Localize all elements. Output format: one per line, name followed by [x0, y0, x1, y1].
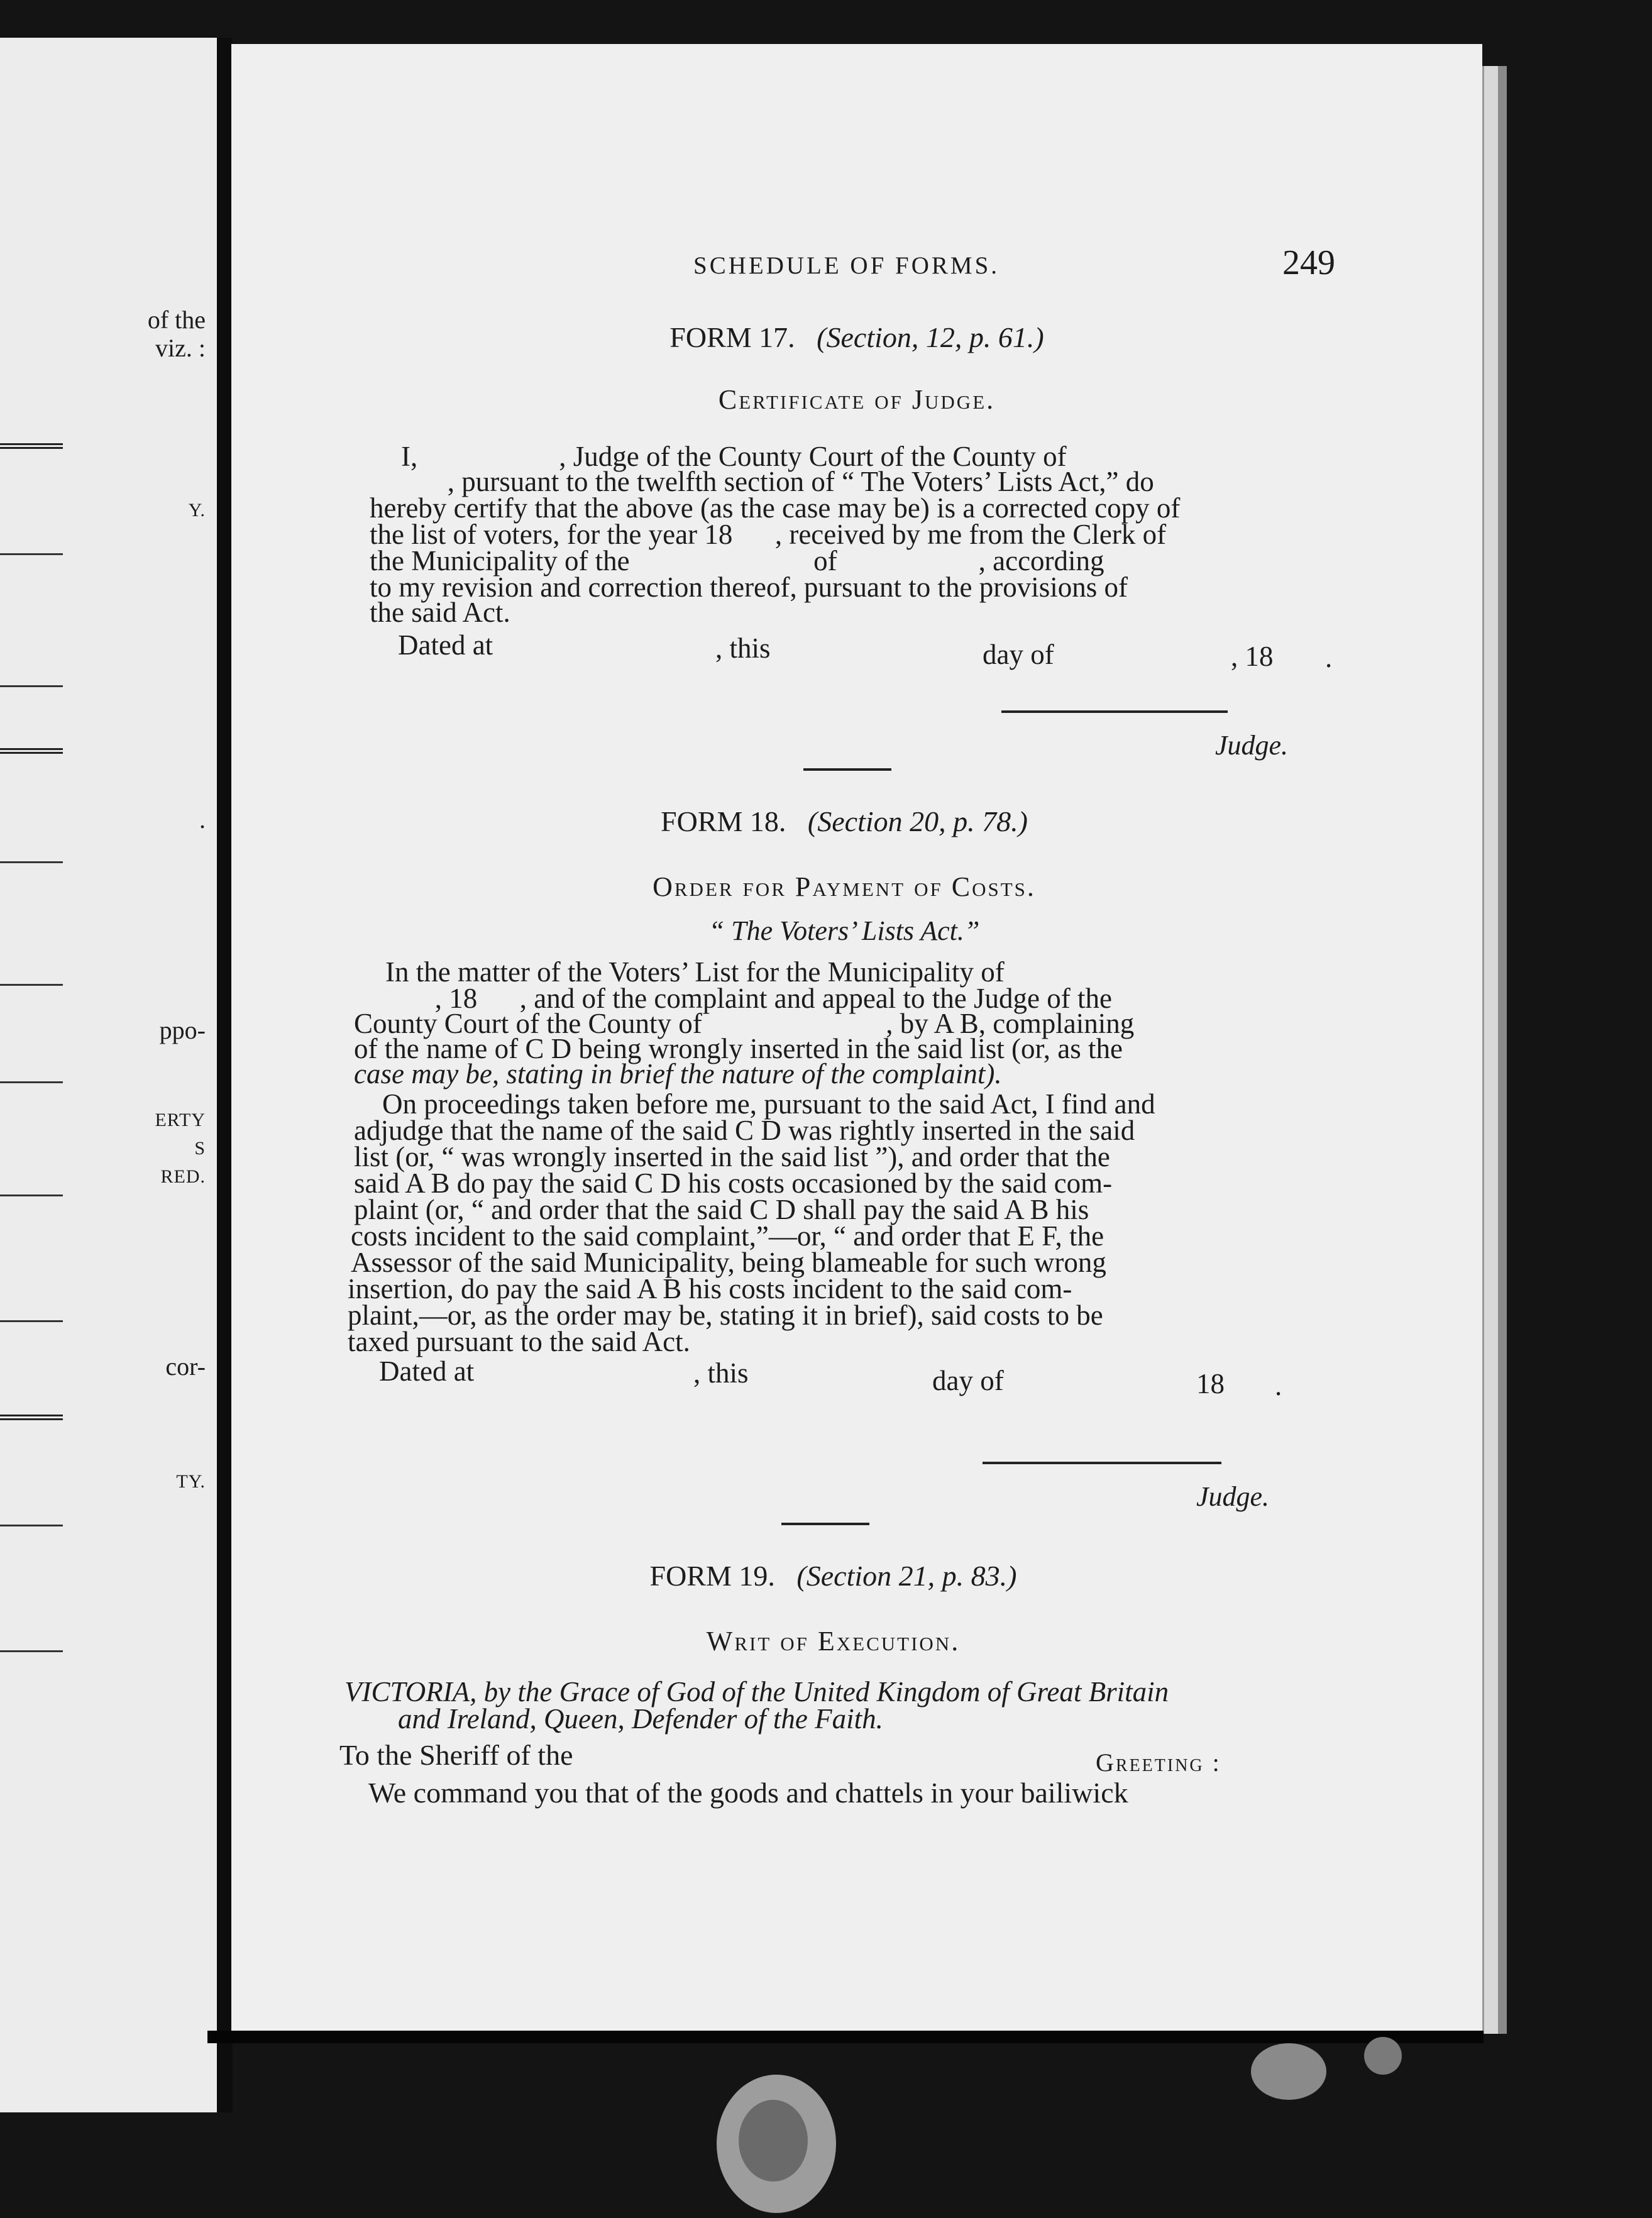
form17-heading: Certificate of Judge.	[718, 384, 996, 415]
form18-line: plaint (or, “ and order that the said C D shall pay the said A B his	[354, 1194, 1089, 1225]
left-fragment: ppo-	[159, 1016, 206, 1044]
form18-line: case may be, stating in brief the nature of the complaint).	[354, 1058, 1002, 1090]
form17-line: the Municipality of the of , according	[370, 545, 1104, 577]
form18-signature-line	[983, 1462, 1221, 1464]
form18-line: costs incident to the said complaint,”—or, “ and order that E F, the	[351, 1220, 1104, 1252]
left-fragment: TY.	[176, 1471, 206, 1492]
form18-heading: Order for Payment of Costs.	[653, 871, 1036, 902]
form19-section-ref: (Section 21, p. 83.)	[796, 1560, 1017, 1592]
form18-line: In the matter of the Voters’ List for the Municipality of	[385, 956, 1005, 988]
scan-blot	[739, 2100, 808, 2182]
form18-line: of the name of C D being wrongly inserted in the said list (or, as the	[354, 1033, 1123, 1064]
form18-judge: Judge.	[1196, 1481, 1270, 1512]
book-page	[231, 44, 1482, 2031]
section-divider	[803, 768, 891, 771]
page-number: 249	[1282, 243, 1335, 282]
left-rule	[0, 1195, 63, 1196]
form17-signature-line	[1001, 710, 1228, 713]
form19-line: and Ireland, Queen, Defender of the Faith.	[398, 1703, 883, 1735]
scan-blot	[1364, 2037, 1402, 2075]
form17-year: , 18	[1231, 641, 1274, 672]
book-gutter	[217, 38, 233, 2112]
left-rule	[0, 1415, 63, 1423]
left-rule	[0, 1081, 63, 1083]
form18-title-line	[231, 805, 1457, 838]
left-facing-page	[0, 38, 217, 2112]
form18-this: , this	[693, 1357, 749, 1389]
form17-section-ref: (Section, 12, p. 61.)	[817, 321, 1044, 353]
form18-line: taxed pursuant to the said Act.	[348, 1326, 690, 1357]
left-rule	[0, 1650, 63, 1652]
form19-line: VICTORIA, by the Grace of God of the United Kingdom of Great Britain	[344, 1676, 1169, 1708]
form18-line: , 18 , and of the complaint and appeal to the Judge of the	[357, 983, 1112, 1014]
left-fragment: ERTY	[155, 1110, 206, 1130]
form19-last-line: We command you that of the goods and chattels in your bailiwick	[368, 1777, 1128, 1809]
form17-this: , this	[715, 632, 771, 664]
form18-subheading: “ The Voters’ Lists Act.”	[708, 915, 980, 946]
form18-line: On proceedings taken before me, pursuant to the said Act, I find and	[382, 1088, 1155, 1120]
left-rule	[0, 553, 63, 555]
form18-line: adjudge that the name of the said C D was rightly inserted in the said	[354, 1115, 1135, 1146]
form17-title: FORM 17.	[669, 321, 795, 353]
left-fragment: viz. :	[155, 334, 206, 362]
form17-line: , pursuant to the twelfth section of “ The Voters’ Lists Act,” do	[370, 466, 1154, 497]
page-edge-shadow	[1498, 66, 1507, 2034]
left-fragment: cor-	[165, 1352, 206, 1381]
form17-title-line	[231, 321, 1482, 354]
form18-section-ref: (Section 20, p. 78.)	[807, 805, 1028, 837]
left-rule	[0, 984, 63, 986]
form17-line: the list of voters, for the year 18 , received by me from the Clerk of	[370, 519, 1167, 550]
left-fragment: S	[194, 1138, 206, 1159]
form17-line: to my revision and correction thereof, pursuant to the provisions of	[370, 571, 1128, 603]
left-rule	[0, 1320, 63, 1322]
page-edge	[1482, 66, 1500, 2034]
left-fragment: .	[199, 805, 206, 834]
left-fragment: RED.	[160, 1166, 206, 1187]
section-divider	[781, 1523, 869, 1525]
form18-year: 18	[1196, 1368, 1225, 1399]
form17-judge: Judge.	[1215, 730, 1289, 761]
left-rule	[0, 1525, 63, 1526]
left-rule	[0, 861, 63, 863]
form19-title: FORM 19.	[649, 1560, 775, 1592]
form17-period: .	[1325, 642, 1333, 673]
form18-line: Assessor of the said Municipality, being blameable for such wrong	[351, 1247, 1106, 1278]
form18-line: list (or, “ was wrongly inserted in the said list ”), and order that the	[354, 1141, 1110, 1172]
form19-greeting: Greeting :	[1096, 1748, 1221, 1777]
scan-blot	[1251, 2043, 1326, 2100]
form17-line: I, , Judge of the County Court of the County of	[401, 441, 1067, 472]
form19-title-line	[231, 1559, 1435, 1592]
form17-day-of: day of	[983, 639, 1054, 670]
page-bottom-shadow	[207, 2031, 1484, 2043]
left-fragment: Y.	[188, 500, 206, 521]
form18-period: .	[1275, 1370, 1282, 1401]
left-rule	[0, 443, 63, 452]
left-rule	[0, 748, 63, 757]
form19-heading: Writ of Execution.	[706, 1626, 961, 1657]
form17-line: the said Act.	[370, 597, 510, 628]
form18-title: FORM 18.	[661, 805, 786, 837]
form19-to-sheriff: To the Sheriff of the	[339, 1739, 573, 1771]
form18-line: said A B do pay the said C D his costs occasioned by the said com-	[354, 1167, 1113, 1199]
form17-line: hereby certify that the above (as the case may be) is a corrected copy of	[370, 492, 1181, 524]
form18-day-of: day of	[932, 1365, 1004, 1396]
left-rule	[0, 685, 63, 687]
form18-line: plaint,—or, as the order may be, stating it in brief), said costs to be	[348, 1299, 1103, 1331]
left-fragment: of the	[147, 306, 206, 334]
form18-line: County Court of the County of , by A B, complaining	[354, 1008, 1135, 1039]
running-title: SCHEDULE OF FORMS.	[693, 252, 1000, 279]
form18-dated-at: Dated at	[379, 1355, 475, 1387]
form18-line: insertion, do pay the said A B his costs incident to the said com-	[348, 1273, 1072, 1305]
form17-dated-at: Dated at	[398, 629, 493, 661]
